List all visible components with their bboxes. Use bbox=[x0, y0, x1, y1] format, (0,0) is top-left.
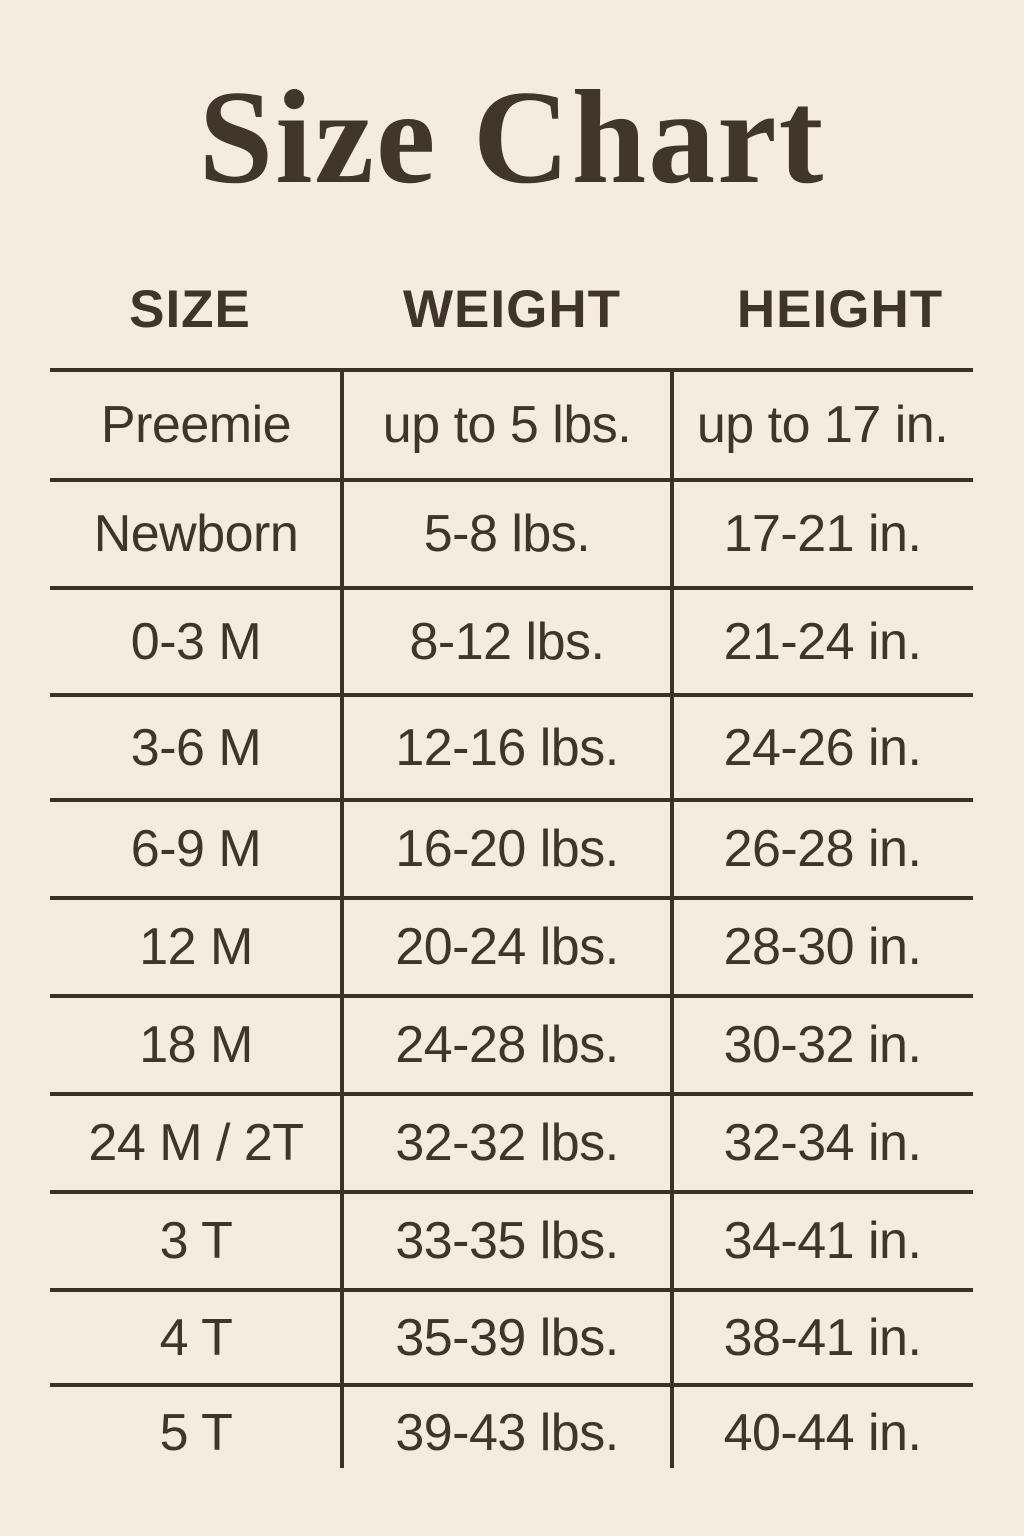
table-cell-weight: 8-12 lbs. bbox=[409, 612, 605, 671]
table-cell-height: 26-28 in. bbox=[723, 820, 922, 878]
page-title: Size Chart bbox=[198, 63, 826, 211]
table-cell-size: Newborn bbox=[93, 505, 299, 563]
table-cell-height: 24-26 in. bbox=[723, 718, 922, 777]
table-row bbox=[50, 1190, 973, 1288]
table-cell-height: 34-41 in. bbox=[723, 1212, 922, 1270]
table-cell-size: 12 M bbox=[139, 918, 253, 976]
table-cell-height: 32-34 in. bbox=[723, 1114, 922, 1172]
table-cell-weight: 16-20 lbs. bbox=[395, 820, 619, 878]
table-cell-weight: 5-8 lbs. bbox=[423, 505, 591, 563]
table-cell-size: 24 M / 2T bbox=[88, 1114, 304, 1172]
column-header-size: SIZE bbox=[129, 280, 251, 339]
table-row bbox=[50, 478, 973, 586]
table-cell-weight: 24-28 lbs. bbox=[395, 1016, 619, 1074]
table-cell-size: Preemie bbox=[100, 396, 292, 454]
table-row bbox=[50, 994, 973, 1092]
table-cell-height: 40-44 in. bbox=[723, 1403, 922, 1462]
table-cell-size: 3-6 M bbox=[130, 718, 262, 777]
size-table-rows bbox=[50, 368, 973, 1478]
table-cell-weight: 33-35 lbs. bbox=[395, 1212, 619, 1270]
table-row bbox=[50, 896, 973, 994]
table-cell-weight: 35-39 lbs. bbox=[395, 1308, 619, 1367]
table-cell-size: 18 M bbox=[139, 1016, 253, 1074]
table-cell-weight: 12-16 lbs. bbox=[395, 718, 619, 777]
table-row bbox=[50, 586, 973, 693]
column-header-height: HEIGHT bbox=[736, 280, 944, 339]
column-header-weight: WEIGHT bbox=[403, 280, 621, 339]
table-cell-size: 4 T bbox=[159, 1308, 233, 1367]
table-cell-height: 38-41 in. bbox=[723, 1308, 922, 1367]
table-row bbox=[50, 1383, 973, 1478]
table-cell-height: up to 17 in. bbox=[696, 396, 949, 454]
size-table bbox=[50, 368, 973, 1478]
table-cell-weight: 32-32 lbs. bbox=[395, 1114, 619, 1172]
table-row bbox=[50, 693, 973, 798]
table-cell-size: 6-9 M bbox=[130, 820, 262, 878]
table-cell-height: 28-30 in. bbox=[723, 918, 922, 976]
table-cell-height: 30-32 in. bbox=[723, 1016, 922, 1074]
table-row bbox=[50, 798, 973, 896]
table-cell-height: 17-21 in. bbox=[723, 505, 922, 563]
table-cell-size: 5 T bbox=[159, 1403, 233, 1462]
table-row bbox=[50, 1288, 973, 1383]
table-row bbox=[50, 368, 973, 478]
table-cell-size: 3 T bbox=[159, 1212, 233, 1270]
table-header-row bbox=[0, 280, 1024, 343]
table-cell-weight: 39-43 lbs. bbox=[395, 1403, 619, 1462]
column-divider-2 bbox=[670, 368, 674, 1468]
table-cell-size: 0-3 M bbox=[130, 612, 262, 671]
table-cell-weight: 20-24 lbs. bbox=[395, 918, 619, 976]
table-row bbox=[50, 1092, 973, 1190]
column-divider-1 bbox=[340, 368, 344, 1468]
table-cell-weight: up to 5 lbs. bbox=[382, 396, 632, 454]
table-cell-height: 21-24 in. bbox=[723, 612, 922, 671]
